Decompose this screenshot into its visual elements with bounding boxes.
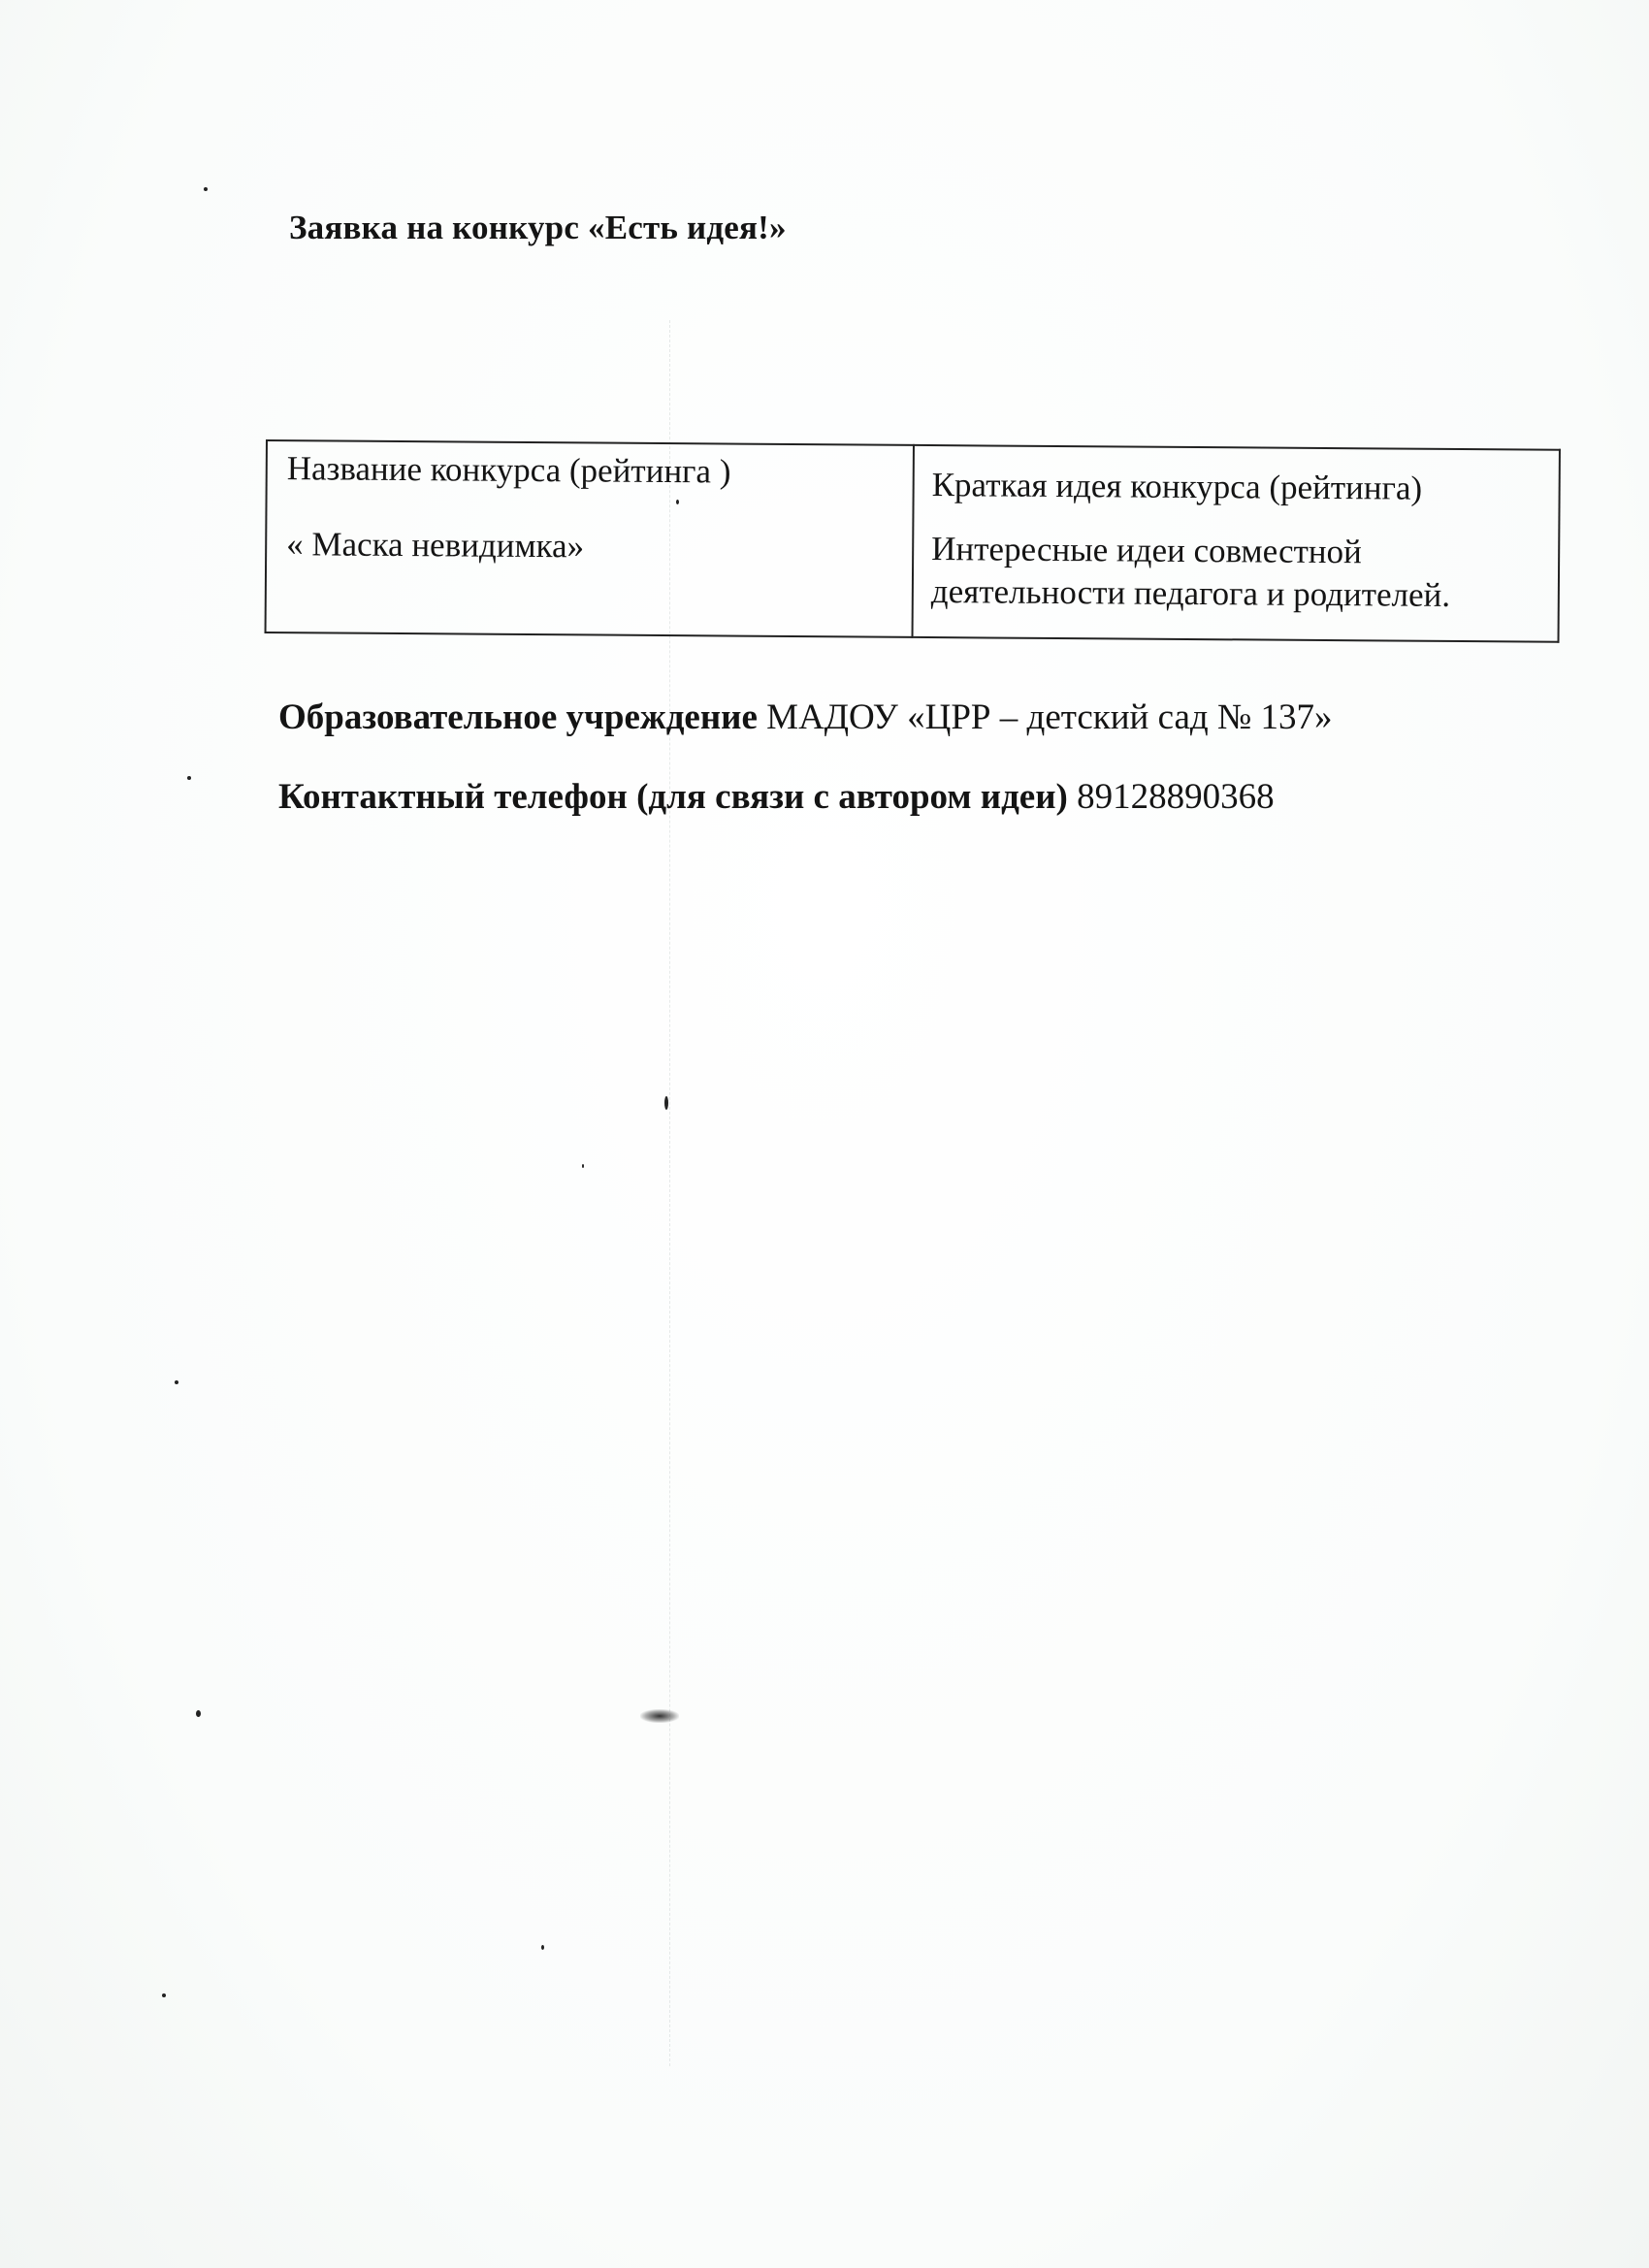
contact-phone-line: [278, 776, 1275, 818]
scan-speck: [582, 1164, 584, 1168]
organization-label: Образовательное учреждение: [278, 697, 758, 737]
scan-speck: [196, 1710, 201, 1717]
organization-line: [278, 697, 1333, 738]
contest-name-value: « Маска невидимка»: [286, 525, 585, 566]
contest-idea-header: Краткая идея конкурса (рейтинга): [931, 466, 1423, 507]
scan-speck: [187, 776, 191, 780]
contest-idea-cell: [913, 445, 1560, 642]
scan-speck: [204, 187, 208, 191]
scan-speck: [664, 1096, 668, 1110]
contest-info-table: [265, 439, 1561, 643]
contact-phone-value: 89128890368: [1077, 777, 1275, 817]
scan-speck: [541, 1945, 544, 1950]
contest-name-cell: [266, 440, 914, 637]
scan-speck: [162, 1993, 166, 1997]
contest-idea-value-line1: Интересные идеи совместной: [931, 530, 1362, 571]
scan-speck: [175, 1380, 178, 1384]
contest-idea-value-line2: деятельности педагога и родителей.: [930, 572, 1451, 614]
contest-name-header: Название конкурса (рейтинга ): [286, 449, 731, 491]
scan-smudge: [640, 1709, 679, 1723]
organization-value: МАДОУ «ЦРР – детский сад № 137»: [766, 697, 1333, 737]
contact-phone-label: Контактный телефон (для связи с автором идеи): [278, 777, 1068, 817]
scan-speck: [676, 500, 679, 504]
document-title: Заявка на конкурс «Есть идея!»: [289, 209, 787, 246]
